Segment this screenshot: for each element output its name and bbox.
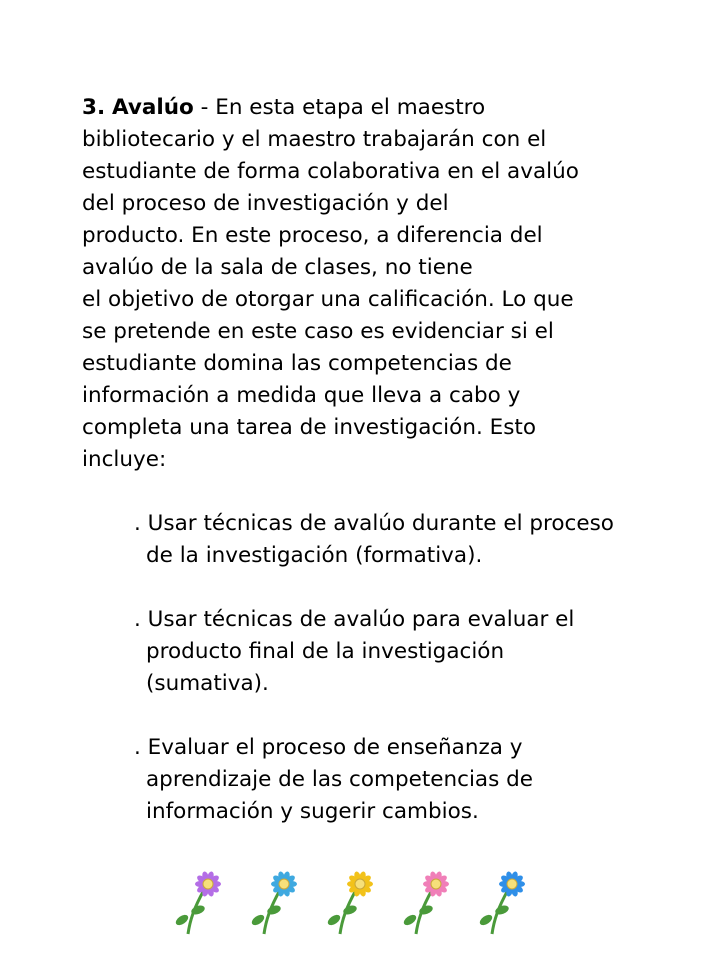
paragraph-line: del proceso de investigación y del xyxy=(82,191,449,216)
paragraph-line: estudiante de forma colaborativa en el avalúo xyxy=(82,159,579,184)
flower-icon xyxy=(474,868,530,938)
bullet-item xyxy=(134,732,694,828)
flower-icon xyxy=(398,868,454,938)
paragraph-line: producto. En este proceso, a diferencia del xyxy=(82,223,543,248)
flower-icon xyxy=(170,868,226,938)
flower-icon xyxy=(246,868,302,938)
paragraph-line: incluye: xyxy=(82,447,167,472)
paragraph-line: completa una tarea de investigación. Esto xyxy=(82,415,536,440)
paragraph-line: información a medida que lleva a cabo y xyxy=(82,383,521,408)
bullet-line: . Usar técnicas de avalúo para evaluar el xyxy=(134,607,575,632)
paragraph-line: se pretende en este caso es evidenciar si el xyxy=(82,319,554,344)
bullet-item xyxy=(134,604,694,700)
section-title: Avalúo xyxy=(111,95,194,120)
paragraph-line xyxy=(82,92,682,124)
paragraph-text: En esta etapa el maestro xyxy=(208,95,486,120)
section-paragraph xyxy=(82,92,682,476)
bullet-line: (sumativa). xyxy=(146,671,269,696)
bullet-line: . Usar técnicas de avalúo durante el proceso xyxy=(134,511,614,536)
paragraph-line: bibliotecario y el maestro trabajarán con el xyxy=(82,127,547,152)
bullet-line: producto final de la investigación xyxy=(146,639,505,664)
section-number: 3. xyxy=(82,95,106,120)
flower-icon xyxy=(322,868,378,938)
title-separator: - xyxy=(193,95,209,120)
bullet-line: . Evaluar el proceso de enseñanza y xyxy=(134,735,523,760)
bullet-line: información y sugerir cambios. xyxy=(146,799,479,824)
flower-decoration-row xyxy=(170,868,550,938)
paragraph-line: el objetivo de otorgar una calificación. Lo que xyxy=(82,287,574,312)
bullet-line: aprendizaje de las competencias de xyxy=(146,767,534,792)
paragraph-line: avalúo de la sala de clases, no tiene xyxy=(82,255,473,280)
paragraph-line: estudiante domina las competencias de xyxy=(82,351,512,376)
bullet-line: de la investigación (formativa). xyxy=(146,543,483,568)
bullet-item xyxy=(134,508,694,572)
